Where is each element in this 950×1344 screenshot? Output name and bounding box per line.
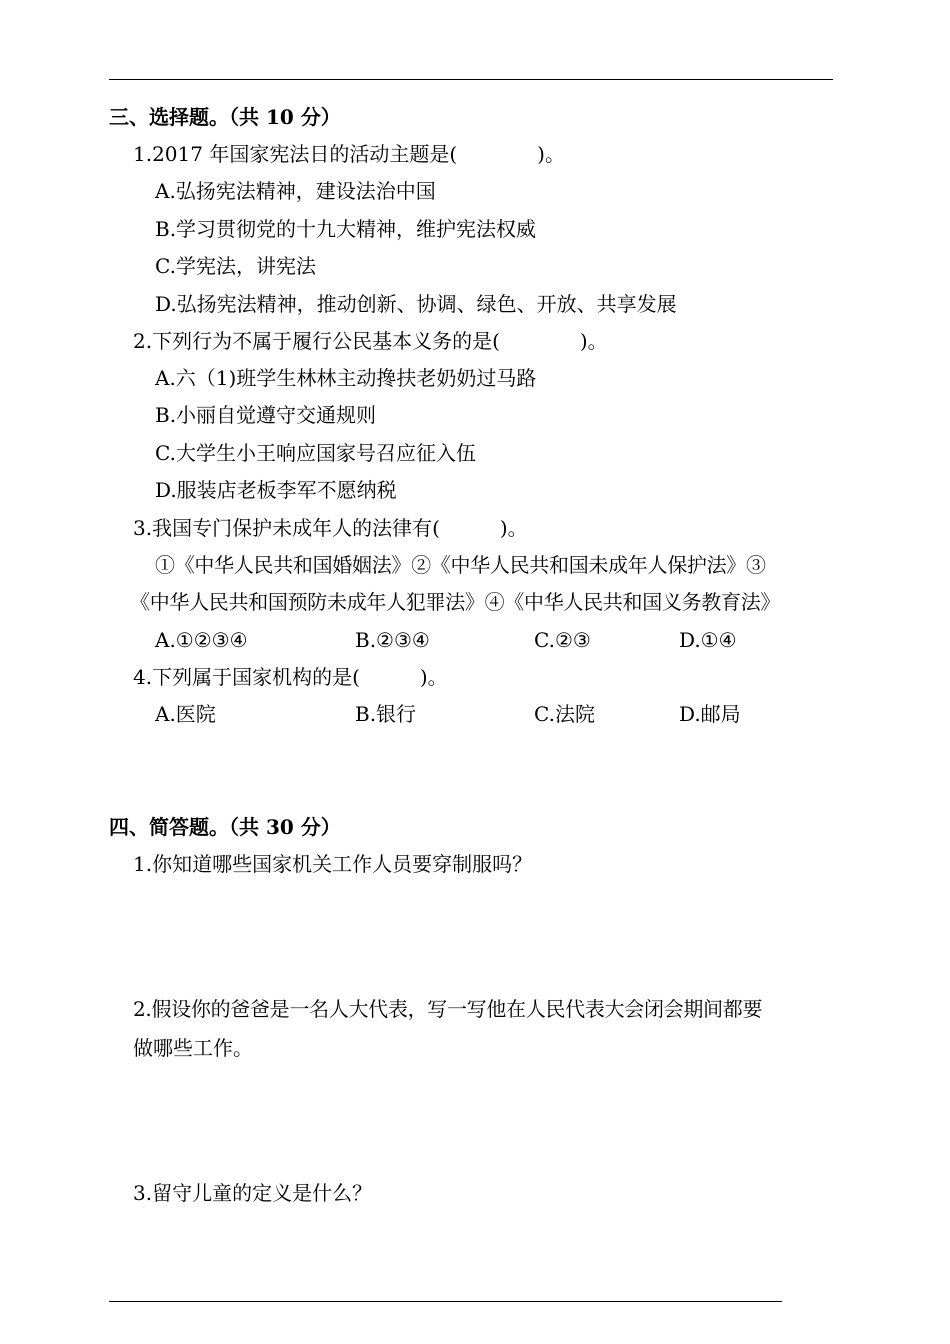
- q2-option-b: B.小丽自觉遵守交通规则: [155, 403, 377, 427]
- q3-option-a: A.①②③④: [155, 628, 248, 652]
- sa-q1: 1.你知道哪些国家机关工作人员要穿制服吗？: [133, 852, 533, 876]
- q2-option-d: D.服装店老板李军不愿纳税: [155, 478, 397, 502]
- sa-q3: 3.留守儿童的定义是什么？: [133, 1181, 373, 1205]
- q1-option-b: B.学习贯彻党的十九大精神，维护宪法权威: [155, 217, 537, 241]
- q2-option-a: A.六（1)班学生林林主动搀扶老奶奶过马路: [155, 366, 537, 390]
- sa-q2-line2: 做哪些工作。: [133, 1036, 253, 1060]
- q1-option-c: C.学宪法，讲宪法: [155, 254, 316, 278]
- q4-stem: 4.下列属于国家机构的是( )。: [133, 665, 448, 689]
- q3-option-c: C.②③: [534, 628, 591, 652]
- bottom-rule: [109, 1301, 782, 1302]
- q1-stem: 1.2017 年国家宪法日的活动主题是( )。: [133, 142, 565, 166]
- q4-option-c: C.法院: [534, 702, 595, 726]
- q3-body-line2: 《中华人民共和国预防未成年人犯罪法》④《中华人民共和国义务教育法》: [130, 590, 781, 614]
- section3-heading: 三、选择题。（共 10 分）: [109, 105, 341, 129]
- section4-heading: 四、简答题。（共 30 分）: [109, 815, 341, 839]
- q4-option-b: B.银行: [355, 702, 417, 726]
- top-rule: [109, 79, 833, 80]
- q3-option-d: D.①④: [679, 628, 737, 652]
- q4-option-d: D.邮局: [679, 702, 741, 726]
- q3-option-b: B.②③④: [355, 628, 430, 652]
- q3-body-line1: ①《中华人民共和国婚姻法》②《中华人民共和国未成年人保护法》③: [155, 553, 766, 577]
- sa-q2-line1: 2.假设你的爸爸是一名人大代表，写一写他在人民代表大会闭会期间都要: [133, 997, 763, 1021]
- q3-stem: 3.我国专门保护未成年人的法律有( )。: [133, 516, 528, 540]
- q2-stem: 2.下列行为不属于履行公民基本义务的是( )。: [133, 329, 608, 353]
- q4-option-a: A.医院: [155, 702, 216, 726]
- q1-option-d: D.弘扬宪法精神，推动创新、协调、绿色、开放、共享发展: [155, 292, 677, 316]
- q1-option-a: A.弘扬宪法精神，建设法治中国: [155, 179, 436, 203]
- q2-option-c: C.大学生小王响应国家号召应征入伍: [155, 441, 476, 465]
